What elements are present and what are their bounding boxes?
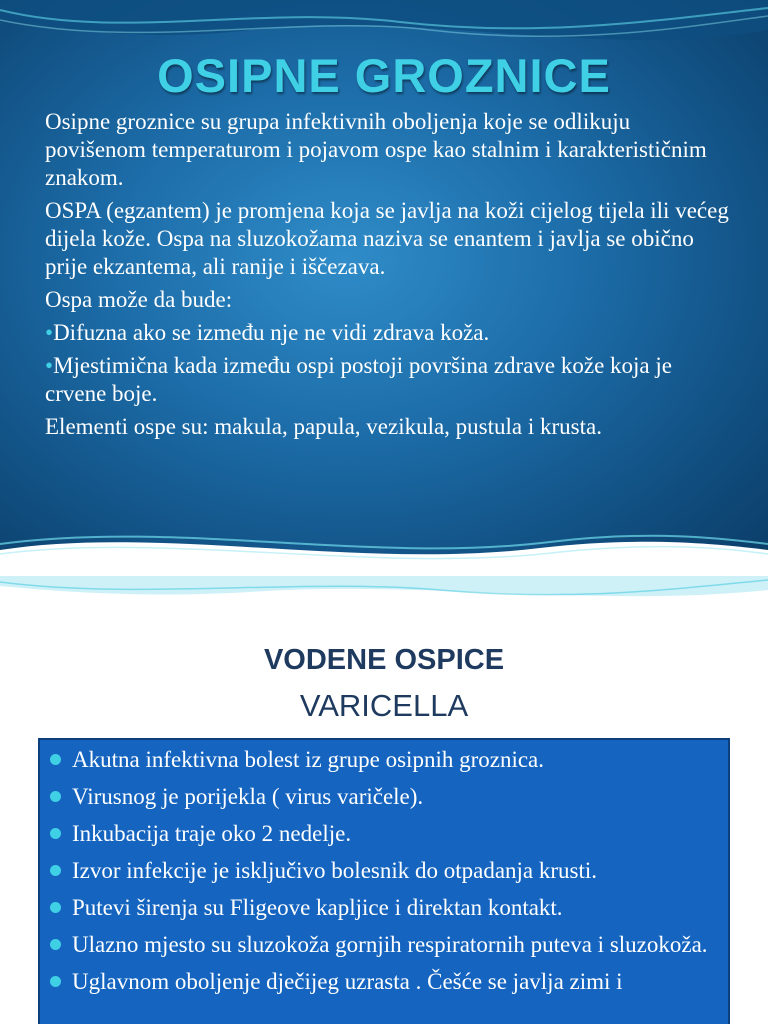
bullet-icon: • — [45, 353, 54, 378]
bullet-list — [50, 744, 720, 997]
bullet-icon — [50, 828, 61, 839]
bullet-icon — [50, 865, 61, 876]
content-box — [38, 738, 730, 1024]
bullet-item — [45, 352, 735, 408]
list-item — [50, 744, 720, 775]
paragraph-intro: Osipne groznice su grupa infektivnih oboljenja koje se odlikuju povišenom temperaturom i pojavom ospe kao stalnim i karakterističnim znakom. — [45, 109, 707, 190]
bullet-icon: • — [45, 320, 54, 345]
slide-title: OSIPNE GROZNICE — [157, 49, 611, 102]
list-item — [50, 966, 720, 997]
slide-subtitle: VARICELLA — [299, 688, 469, 723]
paragraph-ospa: OSPA (egzantem) je promjena koja se javlja na koži cijelog tijela ili većeg dijela kože. Ospa na sluzokožama naziva se enantem i javlja se obično prije ekzantema, ali ranije i iščezava. — [45, 198, 729, 279]
list-item — [50, 818, 720, 849]
wave-decoration-top — [0, 576, 768, 616]
paragraph-ospa-types: Ospa može da bude: — [45, 287, 233, 312]
bullet-text: Difuzna ako se između nje ne vidi zdrava koža. — [53, 320, 490, 345]
list-item-text: Ulazno mjesto su sluzokoža gornjih respiratornih puteva i sluzokoža. — [72, 932, 708, 957]
list-item-text: Izvor infekcije je isključivo bolesnik do otpadanja krusti. — [72, 858, 598, 883]
bullet-item — [45, 319, 735, 347]
list-item-text: Virusnog je porijekla ( virus varičele). — [72, 784, 424, 809]
list-item — [50, 892, 720, 923]
list-item-text: Putevi širenja su Fligeove kapljice i direktan kontakt. — [72, 895, 563, 920]
paragraph-elements: Elementi ospe su: makula, papula, vezikula, pustula i krusta. — [45, 414, 602, 439]
bullet-icon — [50, 902, 61, 913]
list-item-text: Uglavnom oboljenje dječijeg uzrasta . Češće se javlja zimi i — [72, 969, 623, 994]
bullet-text: Mjestimična kada između ospi postoji površina zdrave kože koja je crvene boje. — [45, 353, 672, 406]
slide-2 — [0, 576, 768, 1024]
list-item — [50, 781, 720, 812]
wave-decoration-bottom — [0, 520, 768, 576]
list-item — [50, 855, 720, 886]
list-item — [50, 929, 720, 960]
list-item-text: Akutna infektivna bolest iz grupe osipnih groznica. — [72, 747, 545, 772]
slide-1-body — [45, 108, 735, 446]
bullet-icon — [50, 939, 61, 950]
list-item-text: Inkubacija traje oko 2 nedelje. — [72, 821, 352, 846]
slide-title: VODENE OSPICE — [263, 644, 505, 676]
bullet-icon — [50, 791, 61, 802]
bullet-icon — [50, 754, 61, 765]
bullet-icon — [50, 976, 61, 987]
